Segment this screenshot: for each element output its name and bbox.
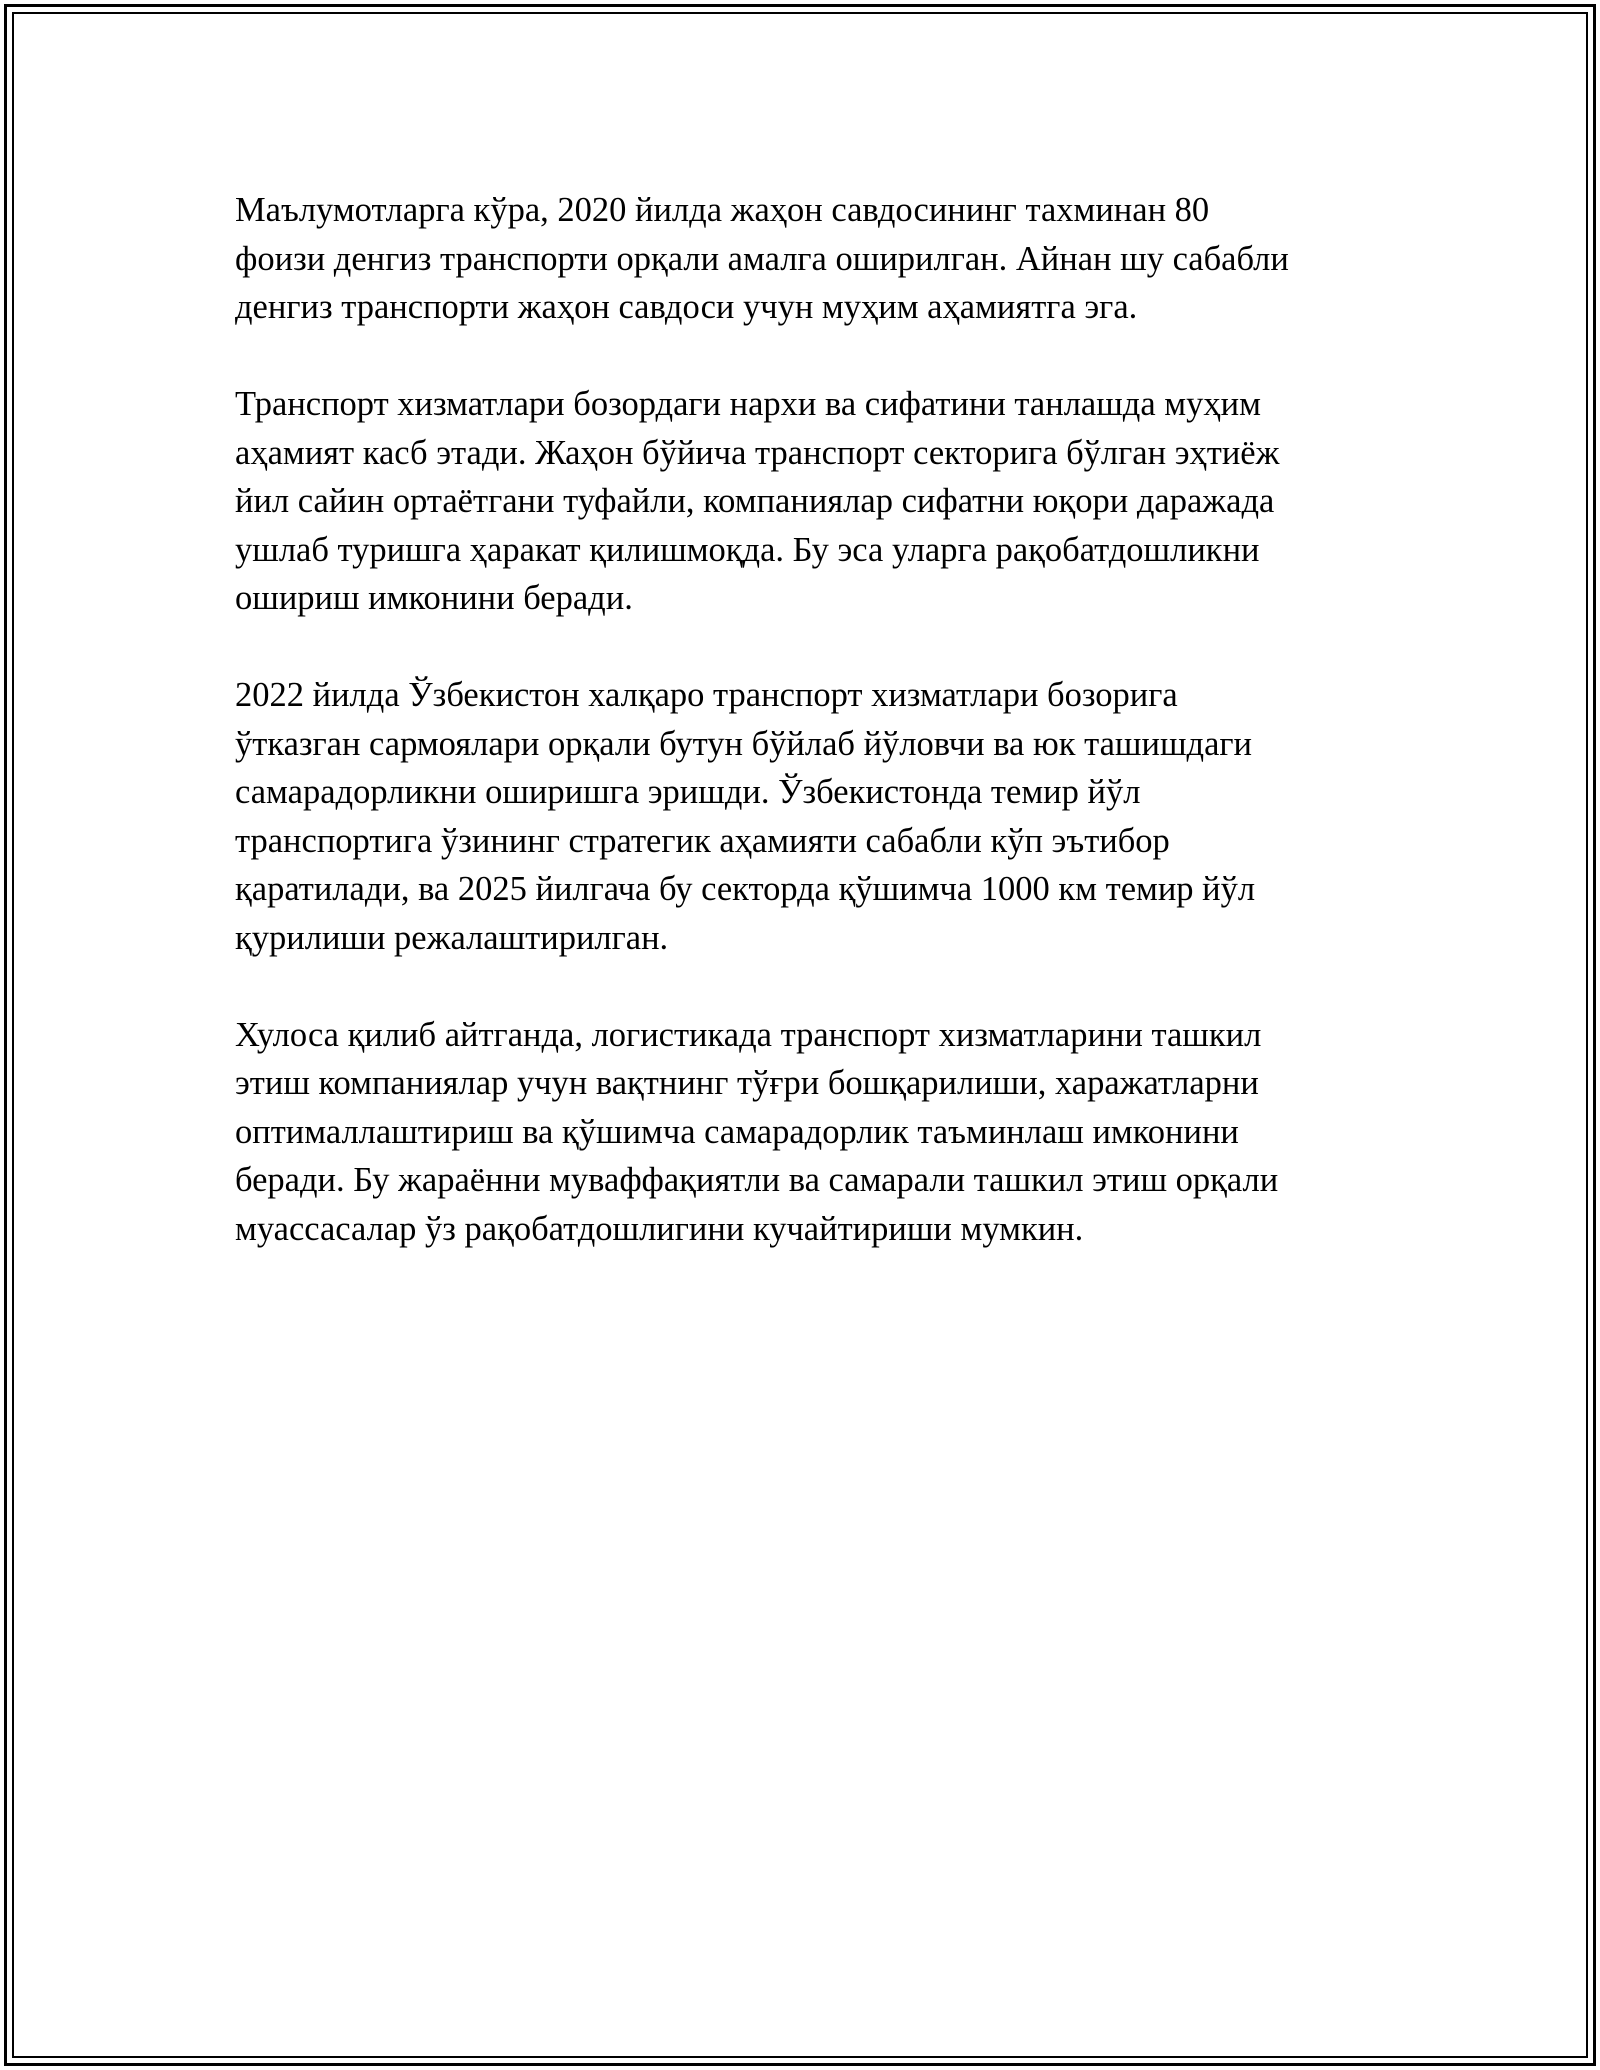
paragraph-line: Маълумотларга кўра, 2020 йилда жаҳон савдосининг тахминан 80: [235, 191, 1210, 229]
paragraph-line: оптималлаштириш ва қўшимча самарадорлик таъминлаш имконини: [235, 1112, 1239, 1151]
paragraph-line: ўтказган сармоялари орқали бутун бўйлаб йўловчи ва юк ташишдаги: [235, 724, 1253, 763]
paragraph-line: беради. Бу жараённи муваффақиятли ва самарали ташкил этиш орқали: [235, 1161, 1279, 1199]
paragraph-line: этиш компаниялар учун вақтнинг тўғри бошқарилиши, харажатларни: [235, 1064, 1259, 1102]
document-body: [235, 186, 1415, 1302]
paragraph-line: ушлаб туришга ҳаракат қилишмоқда. Бу эса уларга рақобатдошликни: [235, 530, 1260, 569]
paragraph-line: 2022 йилда Ўзбекистон халқаро транспорт хизматлари бозорига: [235, 676, 1178, 714]
paragraph-line: транспортига ўзининг стратегик аҳамияти сабабли кўп эътибор: [235, 821, 1170, 860]
paragraph-line: аҳамият касб этади. Жаҳон бўйича транспорт секторига бўлган эҳтиёж: [235, 433, 1280, 472]
paragraph-line: йил сайин ортаётгани туфайли, компаниялар сифатни юқори даражада: [235, 482, 1275, 520]
paragraph-line: муассасалар ўз рақобатдошлигини кучайтириши мумкин.: [235, 1209, 1084, 1248]
paragraph-1: [235, 186, 1415, 332]
paragraph-3: [235, 671, 1415, 962]
paragraph-line: ошириш имконини беради.: [235, 579, 633, 617]
paragraph-line: самарадорликни оширишга эришди. Ўзбекистонда темир йўл: [235, 773, 1141, 811]
paragraph-line: қурилиши режалаштирилган.: [235, 918, 669, 957]
paragraph-line: қаратилади, ва 2025 йилгача бу секторда қўшимча 1000 км темир йўл: [235, 870, 1256, 908]
paragraph-4: [235, 1011, 1415, 1254]
paragraph-line: Хулоса қилиб айтганда, логистикада транспорт хизматларини ташкил: [235, 1015, 1262, 1054]
paragraph-line: денгиз транспорти жаҳон савдоси учун муҳим аҳамиятга эга.: [235, 288, 1138, 326]
paragraph-line: Транспорт хизматлари бозордаги нархи ва сифатини танлашда муҳим: [235, 385, 1261, 423]
paragraph-2: [235, 380, 1415, 623]
paragraph-line: фоизи денгиз транспорти орқали амалга оширилган. Айнан шу сабабли: [235, 239, 1289, 278]
